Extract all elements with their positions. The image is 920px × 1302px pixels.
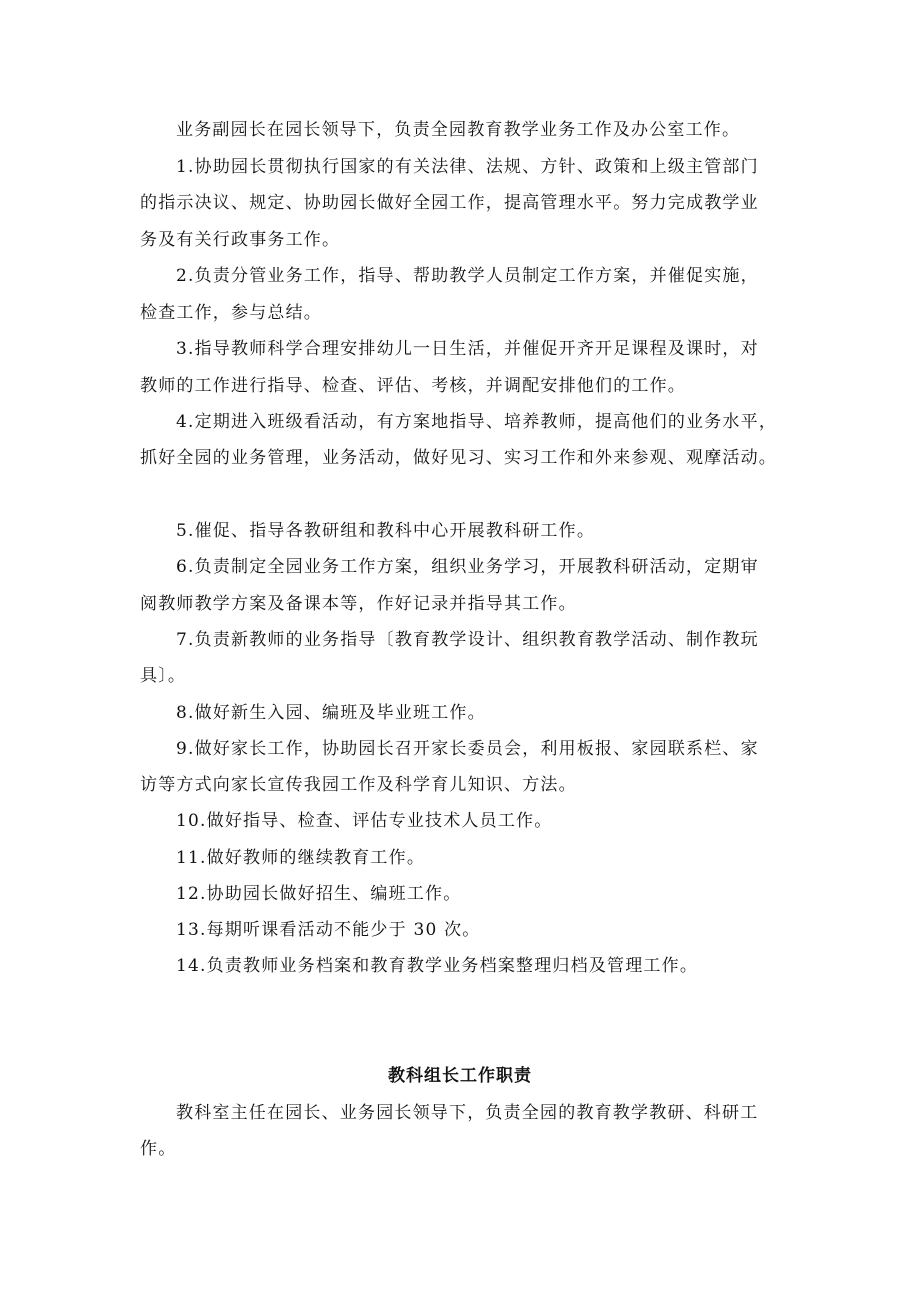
item-14: 14.负责教师业务档案和教育教学业务档案整理归档及管理工作。 — [176, 956, 699, 976]
item-12: 12.协助园长做好招生、编班工作。 — [176, 884, 462, 904]
item-6-line-2: 阅教师教学方案及备课本等，作好记录并指导其工作。 — [140, 594, 577, 614]
item-9-line-2: 访等方式向家长宣传我园工作及科学育儿知识、方法。 — [140, 775, 577, 795]
item-1-line-3: 务及有关行政事务工作。 — [140, 230, 341, 250]
item-1-line-1: 1.协助园长贯彻执行国家的有关法律、法规、方针、政策和上级主管部门 — [176, 157, 759, 177]
item-2-line-2: 检查工作，参与总结。 — [140, 303, 322, 323]
section-heading: 教科组长工作职责 — [388, 1066, 532, 1086]
item-10: 10.做好指导、检查、评估专业技术人员工作。 — [176, 811, 553, 831]
item-2-line-1: 2.负责分管业务工作，指导、帮助教学人员制定工作方案，并催促实施， — [176, 266, 759, 286]
item-13: 13.每期听课看活动不能少于 30 次。 — [176, 920, 481, 940]
section2-line-2: 作。 — [140, 1139, 177, 1159]
item-1-line-2: 的指示决议、规定、协助园长做好全园工作，提高管理水平。努力完成教学业 — [140, 193, 759, 213]
item-5: 5.催促、指导各教研组和教科中心开展教科研工作。 — [176, 521, 596, 541]
item-8: 8.做好新生入园、编班及毕业班工作。 — [176, 703, 486, 723]
paragraph-intro: 业务副园长在园长领导下，负责全园教育教学业务工作及办公室工作。 — [176, 120, 741, 140]
item-3-line-1: 3.指导教师科学合理安排幼儿一日生活，并催促开齐开足课程及课时，对 — [176, 339, 759, 359]
item-4-line-1: 4.定期进入班级看活动，有方案地指导、培养教师，提高他们的业务水平， — [176, 412, 778, 432]
item-4-line-2: 抓好全园的业务管理，业务活动，做好见习、实习工作和外来参观、观摩活动。 — [140, 448, 777, 468]
item-9-line-1: 9.做好家长工作，协助园长召开家长委员会，利用板报、家园联系栏、家 — [176, 739, 759, 759]
item-6-line-1: 6.负责制定全园业务工作方案，组织业务学习，开展教科研活动，定期审 — [176, 557, 759, 577]
item-7-line-1: 7.负责新教师的业务指导〔教育教学设计、组织教育教学活动、制作教玩 — [176, 630, 759, 650]
section2-line-1: 教科室主任在园长、业务园长领导下，负责全园的教育教学教研、科研工 — [176, 1103, 759, 1123]
item-11: 11.做好教师的继续教育工作。 — [176, 848, 426, 868]
item-3-line-2: 教师的工作进行指导、检查、评估、考核，并调配安排他们的工作。 — [140, 376, 686, 396]
item-7-line-2: 具〕。 — [140, 666, 187, 686]
